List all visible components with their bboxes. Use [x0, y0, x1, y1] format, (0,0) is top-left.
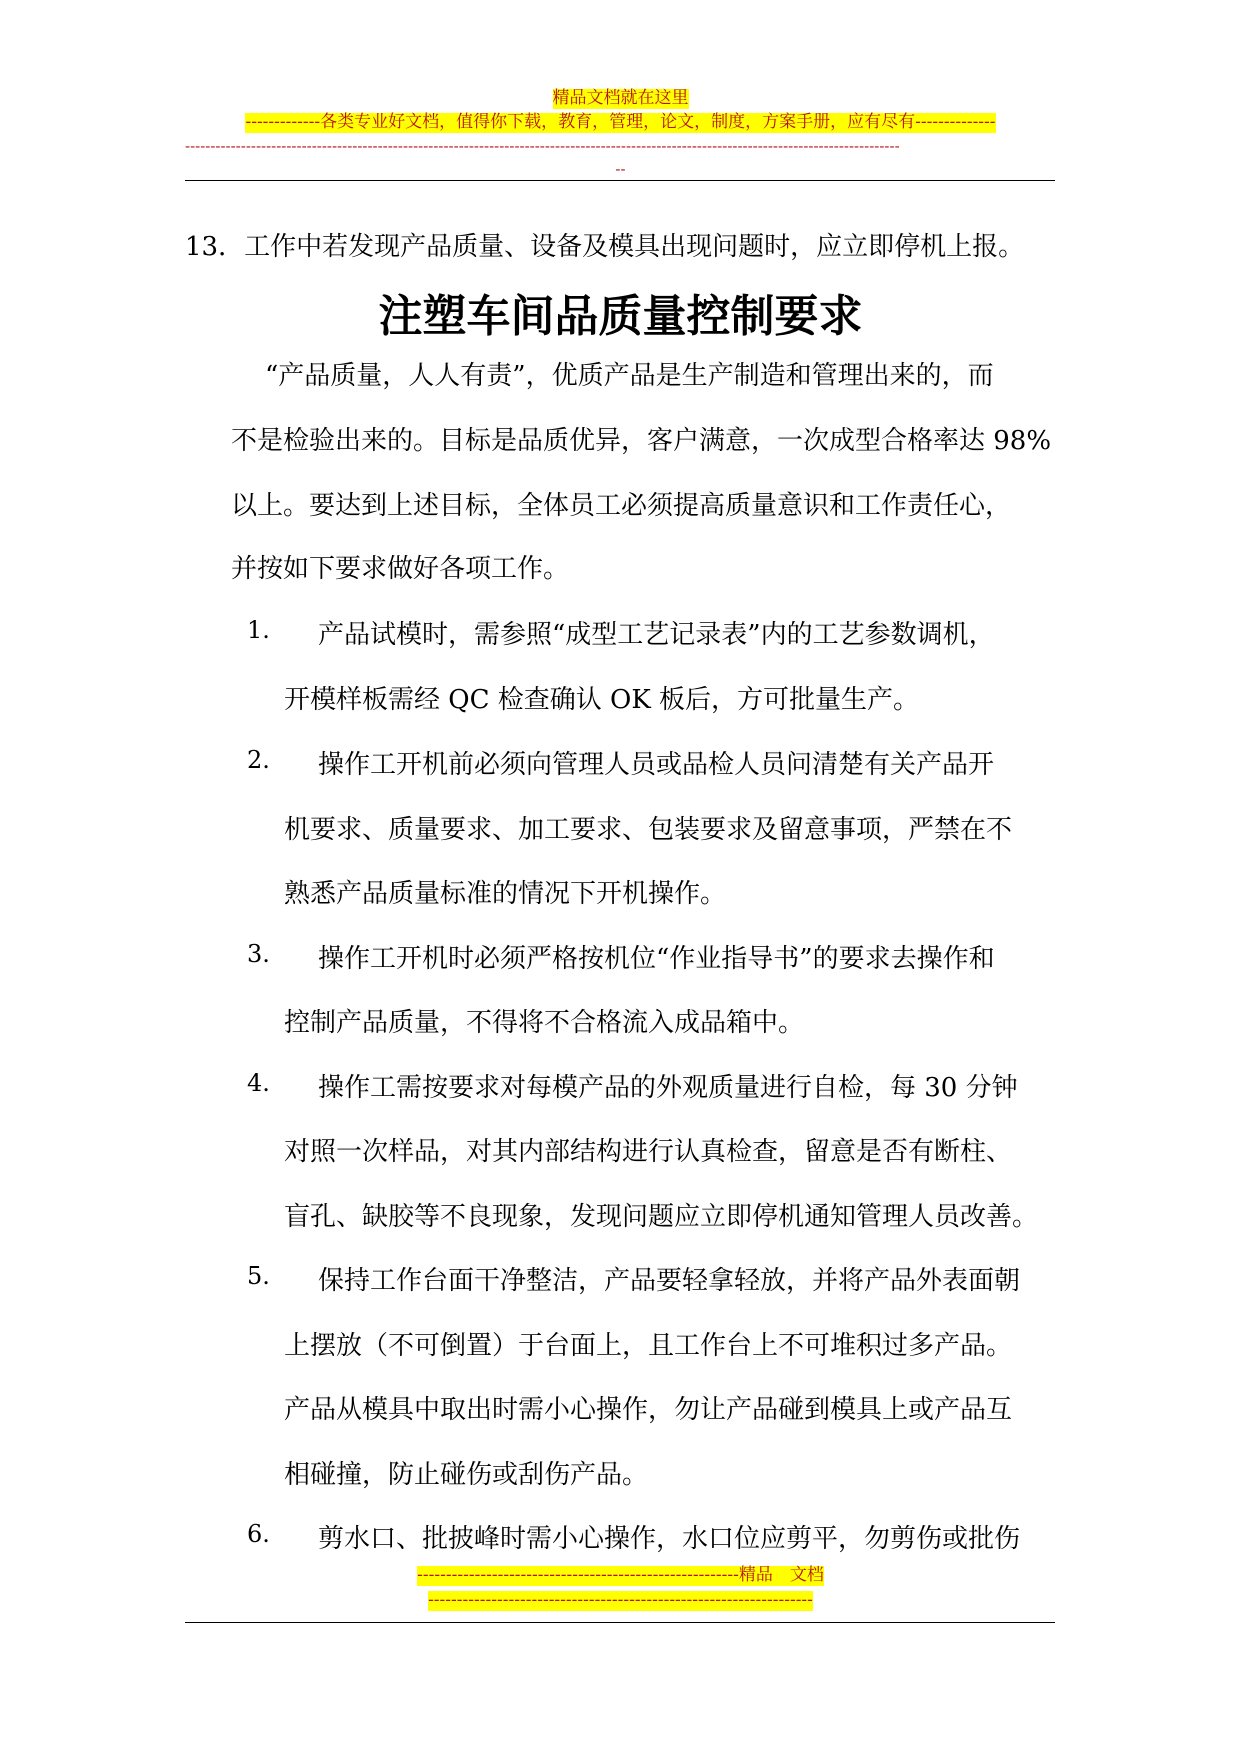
item-5-line-1: 保持工作台面干净整洁，产品要轻拿轻放，并将产品外表面朝	[318, 1266, 1021, 1296]
item-2-line-1: 操作工开机前必须向管理人员或品检人员问清楚有关产品开	[318, 750, 995, 780]
item-4-number: 4.	[247, 1069, 270, 1097]
header-tagline: -------------各类专业好文档，值得你下载，教育，管理，论文，制度，方案手册，应有尽有--------------	[245, 112, 996, 132]
footer-line-2-row	[0, 1590, 1241, 1611]
item-1-number: 1.	[247, 616, 270, 644]
item-3-line-1: 操作工开机时必须严格按机位“作业指导书”的要求去操作和	[318, 944, 995, 974]
intro-line-4: 并按如下要求做好各项工作。	[231, 554, 570, 584]
document-title: 注塑车间品质量控制要求	[378, 291, 863, 342]
item-5-line-2: 上摆放（不可倒置）于台面上，且工作台上不可堆积过多产品。	[284, 1331, 1013, 1361]
item-2-number: 2.	[247, 746, 270, 774]
item-3-number: 3.	[247, 940, 270, 968]
header-tagline-row	[0, 112, 1241, 133]
header-title: 精品文档就在这里	[552, 88, 689, 108]
footer-rule	[185, 1622, 1055, 1623]
footer-line-1-row	[0, 1565, 1241, 1586]
header-rule	[185, 180, 1055, 181]
footer-line-1: --------------------------------------------------------精品 文档	[417, 1565, 824, 1585]
intro-line-3: 以上。要达到上述目标，全体员工必须提高质量意识和工作责任心，	[231, 491, 1012, 521]
item-13-text: 13．工作中若发现产品质量、设备及模具出现问题时，应立即停机上报。	[185, 232, 1025, 262]
item-1-line-1: 产品试模时，需参照“成型工艺记录表”内的工艺参数调机，	[318, 620, 995, 650]
item-6-line-1: 剪水口、批披峰时需小心操作，水口位应剪平，勿剪伤或批伤	[318, 1524, 1021, 1554]
footer-line-2: -------------------------------------------------------------------	[428, 1590, 813, 1610]
item-6-number: 6.	[247, 1520, 270, 1548]
item-2-line-2: 机要求、质量要求、加工要求、包装要求及留意事项，严禁在不	[284, 815, 1013, 845]
header-dash-tail: --	[615, 160, 626, 178]
header-title-row	[0, 88, 1241, 109]
item-1-line-2: 开模样板需经 QC 检查确认 OK 板后，方可批量生产。	[284, 685, 920, 715]
intro-line-2: 不是检验出来的。目标是品质优异，客户满意，一次成型合格率达 98%	[231, 426, 1052, 456]
item-2-line-3: 熟悉产品质量标准的情况下开机操作。	[284, 879, 727, 909]
item-5-line-3: 产品从模具中取出时需小心操作，勿让产品碰到模具上或产品互	[284, 1395, 1013, 1425]
item-4-line-1: 操作工需按要求对每模产品的外观质量进行自检，每 30 分钟	[318, 1073, 1018, 1103]
item-4-line-2: 对照一次样品，对其内部结构进行认真检查，留意是否有断柱、	[284, 1137, 1013, 1167]
item-4-line-3: 盲孔、缺胶等不良现象，发现问题应立即停机通知管理人员改善。	[284, 1202, 1039, 1232]
intro-line-1: “产品质量，人人有责”，优质产品是生产制造和管理出来的，而	[265, 361, 994, 391]
item-5-line-4: 相碰撞，防止碰伤或刮伤产品。	[284, 1460, 649, 1490]
header-dash-line: ---------------------------------------------------------------------------------------------------------------------------------------------	[185, 137, 900, 155]
item-5-number: 5.	[247, 1262, 270, 1290]
item-3-line-2: 控制产品质量，不得将不合格流入成品箱中。	[284, 1008, 805, 1038]
